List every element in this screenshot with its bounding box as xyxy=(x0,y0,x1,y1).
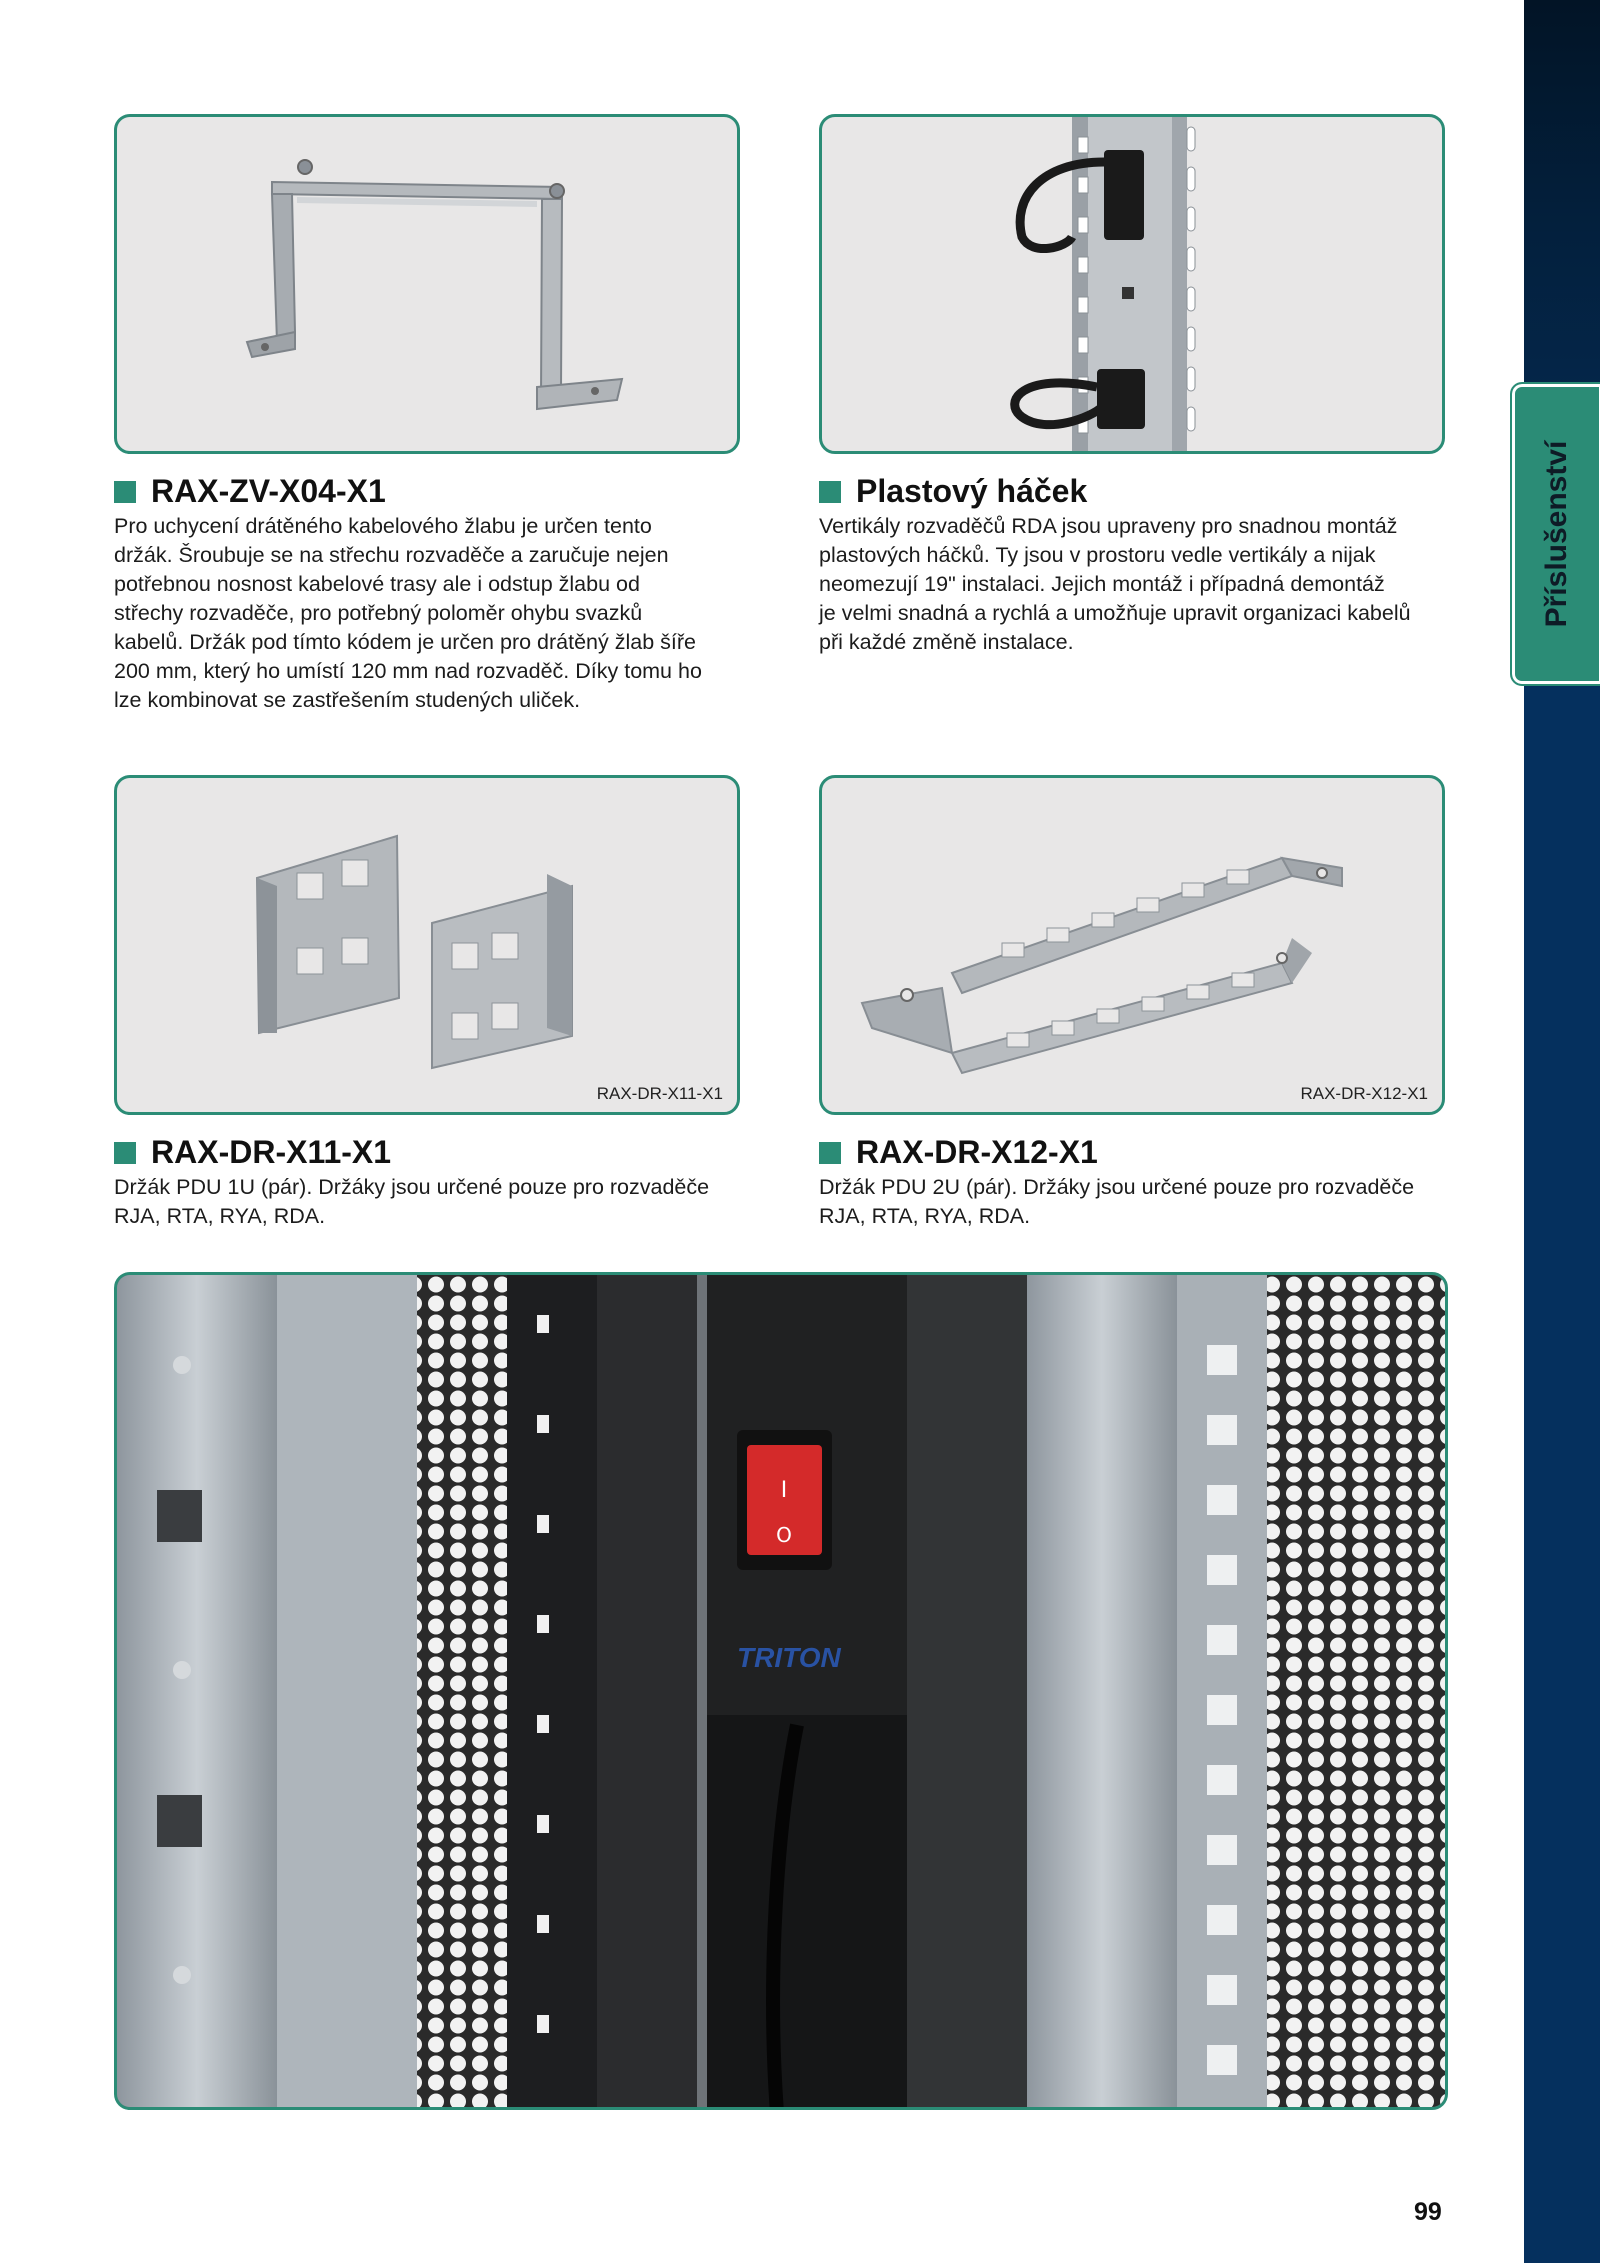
description-line: kabelů. Držák pod tímto kódem je určen pro drátěný žlab šíře xyxy=(114,630,696,654)
product-title: RAX-DR-X12-X1 xyxy=(856,1134,1098,1170)
product-image-plastic-hook xyxy=(819,114,1445,454)
section-tab-label: Příslušenství xyxy=(1540,440,1573,628)
description-line: 200 mm, který ho umístí 120 mm nad rozvaděč. Díky tomu ho xyxy=(114,659,702,683)
description-line: držák. Šroubuje se na střechu rozvaděče a zaručuje nejen xyxy=(114,543,669,567)
square-bullet-icon xyxy=(114,481,136,503)
description-line: RJA, RTA, RYA, RDA. xyxy=(819,1204,1031,1228)
pdu-1u-brackets-illustration xyxy=(117,778,740,1115)
plastic-hook-illustration xyxy=(822,117,1445,454)
switch-off-mark: O xyxy=(776,1523,792,1547)
description-line: střechy rozvaděče, pro potřebný poloměr ohybu svazků xyxy=(114,601,643,625)
description-line: potřebnou nosnost kabelové trasy ale i odstup žlabu od xyxy=(114,572,640,596)
square-bullet-icon xyxy=(819,1142,841,1164)
description-line: Pro uchycení drátěného kabelového žlabu je určen tento xyxy=(114,514,652,538)
product-description xyxy=(819,1173,1459,1231)
product-title: RAX-DR-X11-X1 xyxy=(151,1134,392,1170)
square-bullet-icon xyxy=(819,481,841,503)
product-title: Plastový háček xyxy=(856,473,1088,509)
product-description xyxy=(114,1173,754,1231)
rack-pdu-illustration xyxy=(117,1275,1448,2110)
product-image-pdu-2u-brackets xyxy=(819,775,1445,1115)
product-description xyxy=(114,512,754,715)
description-line: neomezují 19" instalaci. Jejich montáž i případná demontáž xyxy=(819,572,1385,596)
description-line: Držák PDU 1U (pár). Držáky jsou určené pouze pro rozvaděče xyxy=(114,1175,710,1199)
section-tab[interactable] xyxy=(1510,382,1600,686)
image-code-label: RAX-DR-X11-X1 xyxy=(596,1084,723,1103)
triton-logo: TRITON xyxy=(737,1642,841,1673)
page-number: 99 xyxy=(1414,2198,1442,2226)
product-image-pdu-1u-brackets xyxy=(114,775,740,1115)
product-description xyxy=(819,512,1459,657)
description-line: při každé změně instalace. xyxy=(819,630,1074,654)
switch-on-mark: I xyxy=(780,1478,788,1503)
image-code-label: RAX-DR-X12-X1 xyxy=(1300,1084,1428,1103)
square-bullet-icon xyxy=(114,1142,136,1164)
side-band xyxy=(1524,0,1600,2263)
product-heading xyxy=(819,473,1087,510)
cable-tray-bracket-illustration xyxy=(117,117,740,454)
description-line: Vertikály rozvaděčů RDA jsou upraveny pro snadnou montáž xyxy=(819,514,1398,538)
product-heading xyxy=(114,1134,391,1171)
description-line: lze kombinovat se zastřešením studených uliček. xyxy=(114,688,581,712)
description-line: Držák PDU 2U (pár). Držáky jsou určené pouze pro rozvaděče xyxy=(819,1175,1415,1199)
description-line: RJA, RTA, RYA, RDA. xyxy=(114,1204,326,1228)
pdu-2u-brackets-illustration xyxy=(822,778,1445,1115)
product-heading xyxy=(819,1134,1098,1171)
product-image-cable-tray-bracket xyxy=(114,114,740,454)
description-line: je velmi snadná a rychlá a umožňuje upravit organizaci kabelů xyxy=(819,601,1411,625)
product-title: RAX-ZV-X04-X1 xyxy=(151,473,386,509)
product-heading xyxy=(114,473,386,510)
description-line: plastových háčků. Ty jsou v prostoru vedle vertikály a nijak xyxy=(819,543,1376,567)
rack-pdu-photo xyxy=(114,1272,1448,2110)
